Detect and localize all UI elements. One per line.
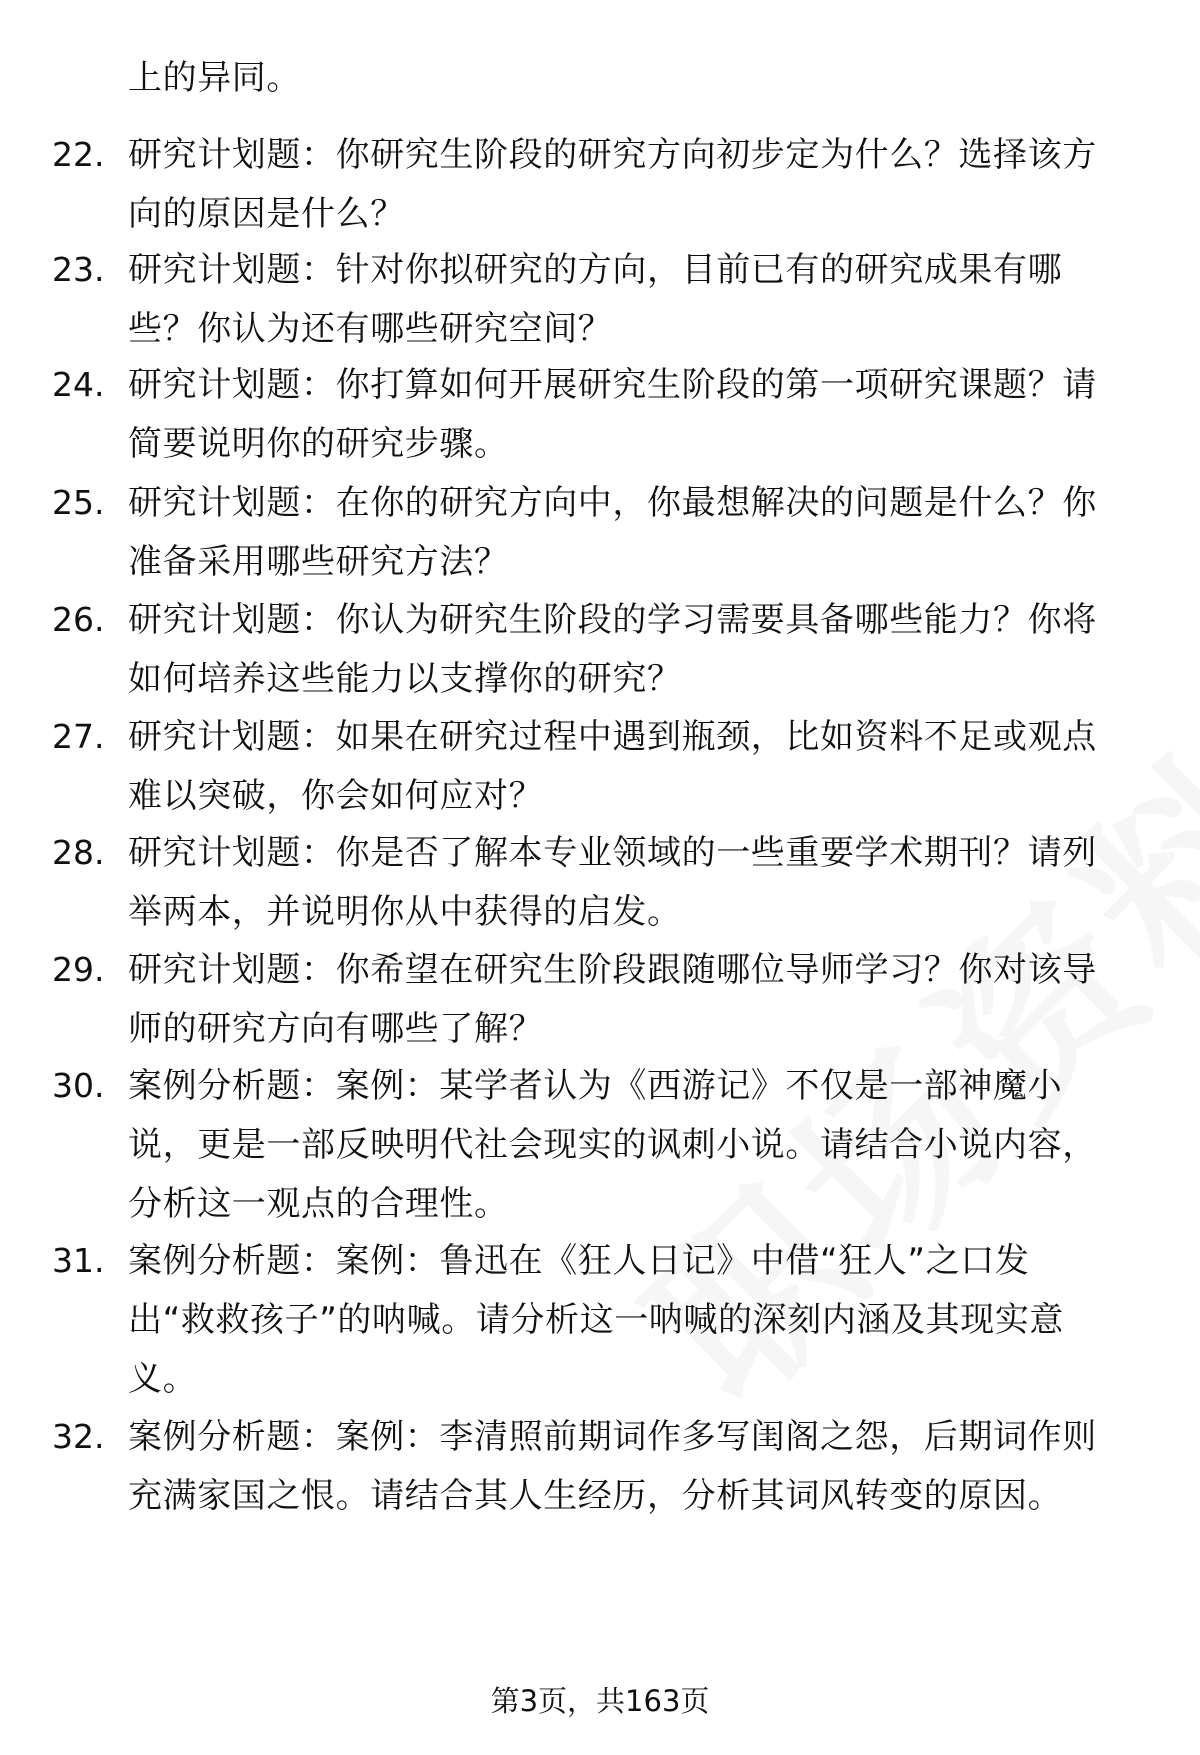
- question-number: 30.: [52, 1066, 105, 1105]
- question-line: 研究计划题：你打算如何开展研究生阶段的第一项研究课题？请: [128, 365, 1097, 405]
- question-line: 义。: [128, 1359, 198, 1399]
- question-number: 22.: [52, 135, 105, 174]
- question-number: 26.: [52, 600, 105, 639]
- question-line: 说，更是一部反映明代社会现实的讽刺小说。请结合小说内容，: [128, 1125, 1097, 1165]
- question-line: 案例分析题：案例：某学者认为《西游记》不仅是一部神魔小: [128, 1066, 1063, 1106]
- question-line: 如何培养这些能力以支撑你的研究？: [128, 659, 682, 699]
- question-line: 上的异同。: [128, 58, 301, 98]
- question-number: 25.: [52, 483, 105, 522]
- question-line: 出“救救孩子”的呐喊。请分析这一呐喊的深刻内涵及其现实意: [128, 1300, 1065, 1340]
- question-line: 研究计划题：你是否了解本专业领域的一些重要学术期刊？请列: [128, 833, 1097, 873]
- question-line: 向的原因是什么？: [128, 194, 405, 234]
- question-number: 32.: [52, 1417, 105, 1456]
- question-number: 28.: [52, 833, 105, 872]
- question-line: 些？你认为还有哪些研究空间？: [128, 309, 613, 349]
- question-line: 研究计划题：在你的研究方向中，你最想解决的问题是什么？你: [128, 483, 1097, 523]
- question-line: 师的研究方向有哪些了解？: [128, 1009, 544, 1049]
- question-line: 案例分析题：案例：李清照前期词作多写闺阁之怨，后期词作则: [128, 1417, 1097, 1457]
- question-number: 24.: [52, 365, 105, 404]
- question-number: 31.: [52, 1241, 105, 1280]
- question-line: 简要说明你的研究步骤。: [128, 424, 509, 464]
- question-line: 难以突破，你会如何应对？: [128, 776, 544, 816]
- question-line: 研究计划题：如果在研究过程中遇到瓶颈，比如资料不足或观点: [128, 717, 1097, 757]
- question-line: 分析这一观点的合理性。: [128, 1184, 509, 1224]
- question-number: 29.: [52, 950, 105, 989]
- question-line: 研究计划题：你研究生阶段的研究方向初步定为什么？选择该方: [128, 135, 1097, 175]
- question-line: 举两本，并说明你从中获得的启发。: [128, 892, 682, 932]
- question-line: 研究计划题：你希望在研究生阶段跟随哪位导师学习？你对该导: [128, 950, 1097, 990]
- question-number: 27.: [52, 717, 105, 756]
- question-line: 准备采用哪些研究方法？: [128, 542, 509, 582]
- question-line: 研究计划题：针对你拟研究的方向，目前已有的研究成果有哪: [128, 250, 1063, 290]
- question-line: 案例分析题：案例：鲁迅在《狂人日记》中借“狂人”之口发: [128, 1241, 1030, 1281]
- question-line: 研究计划题：你认为研究生阶段的学习需要具备哪些能力？你将: [128, 600, 1097, 640]
- question-number: 23.: [52, 250, 105, 289]
- question-line: 充满家国之恨。请结合其人生经历，分析其词风转变的原因。: [128, 1476, 1063, 1516]
- page-footer: 第3页，共163页: [490, 1684, 710, 1718]
